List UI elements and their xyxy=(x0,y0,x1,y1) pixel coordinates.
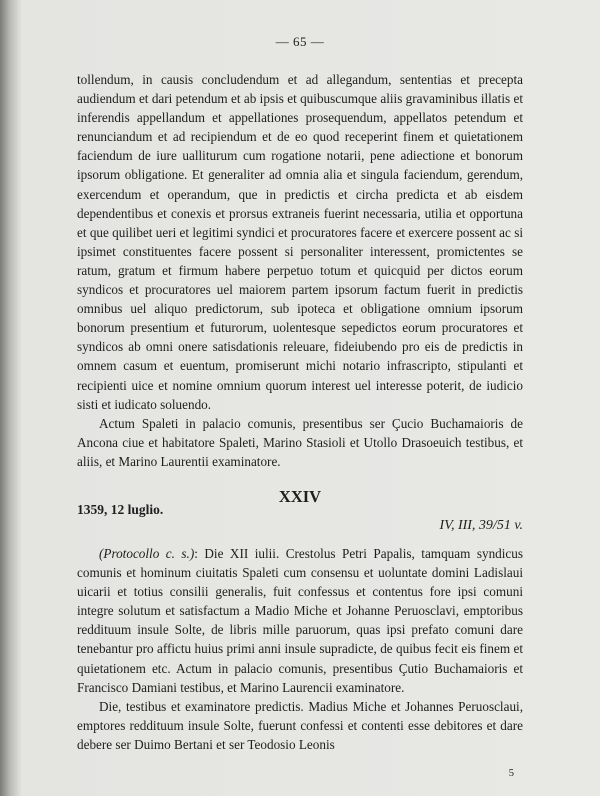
body-paragraph-text: : Die XII iulii. Crestolus Petri Papalis, tamquam syndicus comunis et hominum ciuitatis Spaleti cum consensu et uoluntate domini Ladislaui uicarii et totius consilii generalis, fuit confessus et contentus fore ipsi comuni integre solutum et satisfactum a Madio Miche et Johanne Peruosclavi, emptoribus reddituum insule Solte, de libris mille paruorum, quas ipsi prefato comuni dare tenebantur pro affictu huius primi anni insule supradicte, de quibus fecit eis finem et quietationem etc. Actum in palacio comunis, presentibus Çutio Buchamaioris et Francisco Damiani testibus, et Marino Laurencii examinatore. xyxy=(77,546,524,695)
document-date: 1359, 12 luglio. xyxy=(77,502,164,517)
body-paragraph: Die, testibus et examinatore predictis. Madius Miche et Johannes Peruosclaui, emptores reddituum insule Solte, fuerunt confessi et contenti esse debitores et dare debere ser Duimo Bertani et ser Teodosio Leonis xyxy=(77,698,523,752)
page-number: — 65 — xyxy=(275,34,325,49)
source-citation: (Protocollo c. s.) xyxy=(99,546,195,561)
body-paragraph: tollendum, in causis concludendum et ad allegandum, sententias et precepta audiendum et dari petendum et ab ipsis et quibuscumque aliis gravaminibus illatis et inferendis appellandum et appellationes prosequendum, appellatos petendum et renunciandum et ad recipiendum et de eo quod receperint finem et quietationem faciendum de iure ualliturum cum rogatione notarii, pene adiectione et bonorum ipsorum obligatione. Et generaliter ad omnia alia et singula faciendum, gerendum, exercendum et operandum, que in predictis et circha predicta et ab eisdem dependentibus et conexis et prorsus extraneis fuerint necessaria, utilia et opportuna et que quilibet ueri et legitimi syndici et procuratores facere et exercere possent ac si ipsimet constituentes facere possent si personaliter interessent, promictentes se ratum, gratum et firmum habere perpetuo totum et quicquid per dictos eorum syndicos et procuratores uel maiorem partem ipsorum factum fuerit in predictis omnibus uel aliquo predictorum, sub ipoteca et obligatione omnium ipsorum bonorum presentium et futurorum, uolentesque sepedictos eorum procuratores et syndicos ab omni onere satisdationis releuare, fideiubendo pro eis de predictis in omnem casum et euentum, promiserunt michi notario infrascripto, stipulanti et recipienti uice et nomine omnium quorum interest uel interesse poterit, de iudicio sisti et iudicato soluendo. xyxy=(77,72,523,412)
document-text-section xyxy=(77,544,523,754)
continued-text-section xyxy=(77,70,523,471)
archival-reference: IV, III, 39/51 v. xyxy=(439,518,523,533)
body-paragraph: Actum Spaleti in palacio comunis, presentibus ser Çucio Buchamaioris de Ancona ciue et habitatore Spaleti, Marino Stasioli et Utollo Drasoeuich testibus, et aliis, et Marino Laurentii examinatore. xyxy=(77,415,523,469)
printer-signature-mark: 5 xyxy=(508,768,514,779)
document-number-heading: XXIV xyxy=(278,487,322,506)
body-paragraph xyxy=(77,544,523,697)
